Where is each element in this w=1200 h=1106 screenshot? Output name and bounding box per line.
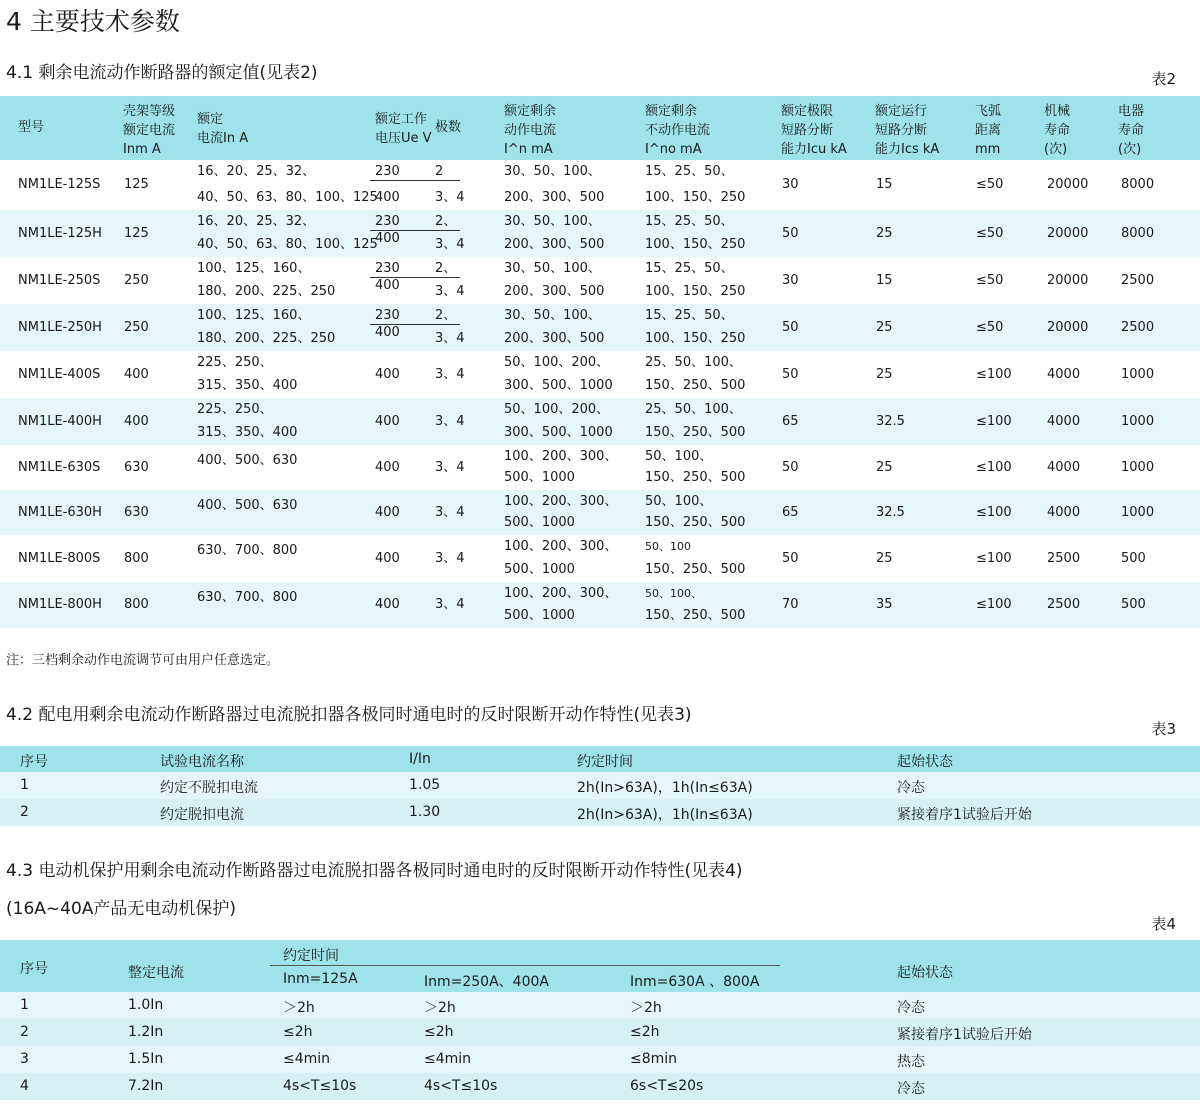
table2-cell: 2500 [1121, 273, 1155, 288]
th-frame: 壳架等级 额定电流 Inm A [123, 104, 176, 157]
table4-cell: ≤4min [283, 1051, 331, 1067]
table2-cell: 1000 [1121, 460, 1155, 475]
table2-cell: 200、300、500 [504, 237, 605, 252]
table2-row [0, 304, 1200, 351]
table4-row [0, 1019, 1200, 1046]
table3-row [0, 799, 1200, 826]
table2-cell: ≤100 [976, 367, 1012, 382]
table2-cell: 150、250、500 [645, 562, 746, 577]
table2-cell: 25 [876, 460, 893, 475]
t3-th-ratio: I/In [409, 751, 431, 767]
table2-cell: 20000 [1047, 273, 1089, 288]
table2-cell: 15、25、50、 [645, 164, 734, 179]
table2-cell: 4000 [1047, 505, 1081, 520]
table2-cell: 250 [124, 320, 149, 335]
table2-cell: ≤100 [976, 597, 1012, 612]
table2-cell: NM1LE-125H [18, 226, 102, 241]
table2-cell: 50、100、200、 [504, 402, 610, 417]
table2-cell: 500、1000 [504, 515, 575, 530]
table2-cell: 32.5 [876, 505, 905, 520]
table3-header [0, 746, 1200, 772]
table2-cell: 230 [375, 308, 400, 323]
t4-th-seq: 序号 [20, 961, 48, 977]
table2-row [0, 398, 1200, 445]
table2-cell: 1000 [1121, 505, 1155, 520]
table2-cell: 630 [124, 460, 149, 475]
table2-cell: 2500 [1047, 551, 1081, 566]
table4-cell: 2 [20, 1024, 29, 1040]
table2-cell: 100、125、160、 [197, 308, 311, 323]
table2-cell: 50、100、200、 [504, 355, 610, 370]
table2-cell: NM1LE-125S [18, 177, 101, 192]
table2-cell: 15 [876, 177, 893, 192]
table4-title: 4.3 电动机保护用剩余电流动作断路器过电流脱扣器各极同时通电时的反时限断开动作特性(见表4) [6, 861, 743, 881]
table2-cell: 400 [375, 460, 400, 475]
table2-cell: 125 [124, 177, 149, 192]
table4-cell: ≤2h [283, 1024, 313, 1040]
table2-cell: 630、700、800 [197, 543, 298, 558]
table2-cell: 2500 [1047, 597, 1081, 612]
table2-cell: 630 [124, 505, 149, 520]
table2-cell: 200、300、500 [504, 331, 605, 346]
table2-cell: 15、25、50、 [645, 308, 734, 323]
table2-cell: NM1LE-250H [18, 320, 102, 335]
table4-subtitle: (16A~40A产品无电动机保护) [6, 899, 237, 919]
table4-cell: 冷态 [897, 1081, 925, 1097]
table2-row [0, 257, 1200, 304]
table2-row [0, 445, 1200, 490]
table2-row [0, 351, 1200, 398]
table2-cell: 150、250、500 [645, 470, 746, 485]
table2-cell: 500 [1121, 597, 1146, 612]
table2-cell: NM1LE-400S [18, 367, 101, 382]
th-poles: 极数 [435, 120, 462, 135]
table2-cell: 16、20、25、32、 [197, 214, 316, 229]
table4-cell: 1 [20, 997, 29, 1013]
table2-cell: ≤100 [976, 460, 1012, 475]
table2-cell: 400 [375, 367, 400, 382]
table2-cell: 125 [124, 226, 149, 241]
table2-cell: 50、100、 [645, 587, 702, 600]
table2-cell: 25 [876, 551, 893, 566]
table2-cell: 40、50、63、80、100、125 [197, 190, 378, 205]
table2-cell: 200、300、500 [504, 284, 605, 299]
table2-cell: 2 [435, 164, 444, 179]
table2-cell: 800 [124, 597, 149, 612]
t3-th-name: 试验电流名称 [160, 754, 244, 770]
th-icu: 额定极限 短路分断 能力Icu kA [781, 104, 847, 157]
table4-cell: ≤2h [630, 1024, 660, 1040]
table2-row [0, 160, 1200, 210]
table2-cell: 100、150、250 [645, 237, 746, 252]
table4-row [0, 1073, 1200, 1100]
table2-cell: 35 [876, 597, 893, 612]
table2-cell: 800 [124, 551, 149, 566]
table2-cell: 500、1000 [504, 608, 575, 623]
table2-cell: 400、500、630 [197, 453, 298, 468]
table2-cell: 400 [124, 367, 149, 382]
table4-cell: 4s<T≤10s [424, 1078, 498, 1094]
table2-cell: 230 [375, 164, 400, 179]
th-elec: 电器 寿命 (次) [1118, 104, 1145, 157]
voltage-divider [370, 277, 460, 278]
t4-th-time: 约定时间 [283, 948, 339, 964]
t3-cell: 2h(In>63A)，1h(In≤63A) [577, 780, 753, 796]
table2-cell: 400 [375, 551, 400, 566]
table2-cell: 230 [375, 214, 400, 229]
table2-cell: 50 [782, 367, 799, 382]
t3-th-time: 约定时间 [577, 754, 633, 770]
table2-cell: 30、50、100、 [504, 308, 601, 323]
t3-cell: 1.05 [409, 777, 441, 793]
table2-cell: 4000 [1047, 414, 1081, 429]
t4-th-c2: Inm=250A、400A [424, 974, 549, 990]
table2-cell: 230 [375, 261, 400, 276]
t3-cell: 约定不脱扣电流 [160, 780, 258, 796]
t3-th-seq: 序号 [20, 754, 48, 770]
table2-cell: NM1LE-250S [18, 273, 101, 288]
table4-cell: ＞2h [283, 1000, 315, 1016]
section-title: 4 主要技术参数 [6, 7, 180, 36]
table2-cell: 3、4 [435, 237, 465, 252]
table2-cell: 400 [375, 505, 400, 520]
table2-cell: 8000 [1121, 177, 1155, 192]
table2-cell: 1000 [1121, 367, 1155, 382]
table2-cell: 32.5 [876, 414, 905, 429]
table2-cell: 3、4 [435, 367, 465, 382]
table2-cell: NM1LE-630H [18, 505, 102, 520]
table2-cell: 180、200、225、250 [197, 284, 336, 299]
table2-cell: 400 [375, 278, 400, 293]
t3-cell: 约定脱扣电流 [160, 807, 244, 823]
table2-cell: 50、100、 [645, 449, 713, 464]
table2-cell: 400 [375, 231, 400, 246]
table2-cell: 200、300、500 [504, 190, 605, 205]
table2-row [0, 582, 1200, 628]
table2-cell: 70 [782, 597, 799, 612]
t4-th-c3: Inm=630A 、800A [630, 974, 760, 990]
table4-cell: ≤4min [424, 1051, 472, 1067]
table2-cell: 500、1000 [504, 470, 575, 485]
t4-th-setting: 整定电流 [128, 965, 184, 981]
table2-cell: 25 [876, 367, 893, 382]
table2-cell: 3、4 [435, 505, 465, 520]
table2-cell: 25、50、100、 [645, 402, 742, 417]
table2-cell: 100、200、300、 [504, 539, 618, 554]
table2-cell: 2、 [435, 261, 457, 276]
th-voltage: 额定工作 电压Ue V [375, 112, 432, 146]
table2-cell: NM1LE-800H [18, 597, 102, 612]
table4-cell: 7.2In [128, 1078, 164, 1094]
table4-cell: 3 [20, 1051, 29, 1067]
table2-cell: 400 [375, 414, 400, 429]
table4-header [0, 940, 1200, 992]
th-model: 型号 [18, 120, 45, 135]
table2-cell: 150、250、500 [645, 378, 746, 393]
table2-cell: 3、4 [435, 597, 465, 612]
table2-cell: ≤100 [976, 505, 1012, 520]
table2-cell: 500、1000 [504, 562, 575, 577]
table2-header [0, 96, 1200, 160]
th-op-current: 额定剩余 动作电流 I^n mA [504, 104, 557, 157]
table4-cell: 4s<T≤10s [283, 1078, 357, 1094]
t3-th-state: 起始状态 [897, 754, 953, 770]
voltage-divider [370, 324, 460, 325]
table2-cell: 400、500、630 [197, 498, 298, 513]
th-ics: 额定运行 短路分断 能力Ics kA [875, 104, 940, 157]
table4-cell: ≤2h [424, 1024, 454, 1040]
t3-cell: 2 [20, 804, 29, 820]
table2-cell: 300、500、1000 [504, 378, 613, 393]
table2-cell: 100、200、300、 [504, 449, 618, 464]
table2-cell: 50 [782, 551, 799, 566]
table4-cell: 1.0In [128, 997, 164, 1013]
table2-cell: 30、50、100、 [504, 164, 601, 179]
table2-cell: 65 [782, 414, 799, 429]
table2-cell: 20000 [1047, 177, 1089, 192]
table2-cell: 20000 [1047, 320, 1089, 335]
table2-cell: 315、350、400 [197, 425, 298, 440]
table2-cell: 500 [1121, 551, 1146, 566]
table2-cell: 40、50、63、80、100、125 [197, 237, 378, 252]
t3-cell: 1 [20, 777, 29, 793]
table3-tag: 表3 [1151, 720, 1176, 738]
table2-cell: 3、4 [435, 284, 465, 299]
table2-cell: 100、200、300、 [504, 494, 618, 509]
table2-cell: 3、4 [435, 331, 465, 346]
table2-note: 注：三档剩余动作电流调节可由用户任意选定。 [6, 653, 280, 668]
table2-cell: 100、200、300、 [504, 586, 618, 601]
table2-cell: 630、700、800 [197, 590, 298, 605]
table4-cell: ≤8min [630, 1051, 678, 1067]
table2-cell: 25 [876, 320, 893, 335]
table2-cell: 150、250、500 [645, 608, 746, 623]
table2-cell: 50 [782, 320, 799, 335]
table2-cell: 400 [124, 414, 149, 429]
table2-cell: 315、350、400 [197, 378, 298, 393]
table2-cell: 4000 [1047, 460, 1081, 475]
table2-cell: 50、100、 [645, 494, 713, 509]
table2-cell: 30 [782, 273, 799, 288]
table2-cell: 150、250、500 [645, 515, 746, 530]
table2-row [0, 535, 1200, 582]
table2-cell: 1000 [1121, 414, 1155, 429]
table2-cell: 25 [876, 226, 893, 241]
table2-cell: 250 [124, 273, 149, 288]
table3-title: 4.2 配电用剩余电流动作断路器过电流脱扣器各极同时通电时的反时限断开动作特性(见表3) [6, 705, 692, 725]
table2-cell: ≤50 [976, 226, 1004, 241]
table2-cell: 180、200、225、250 [197, 331, 336, 346]
table2-cell: 30 [782, 177, 799, 192]
table2-cell: 400 [375, 325, 400, 340]
table2-cell: ≤100 [976, 551, 1012, 566]
table2-cell: 50、100 [645, 540, 691, 553]
t3-cell: 紧接着序1试验后开始 [897, 807, 1032, 823]
table2-cell: 3、4 [435, 414, 465, 429]
table2-cell: 30、50、100、 [504, 214, 601, 229]
table2-cell: 225、250、 [197, 355, 273, 370]
table4-row [0, 1046, 1200, 1073]
table4-cell: ＞2h [424, 1000, 456, 1016]
table2-cell: 100、150、250 [645, 331, 746, 346]
table2-cell: 400 [375, 190, 400, 205]
table2-cell: 16、20、25、32、 [197, 164, 316, 179]
th-nonop-current: 额定剩余 不动作电流 I^no mA [645, 104, 711, 157]
t4-th-c1: Inm=125A [283, 971, 358, 987]
t3-cell: 2h(In>63A)，1h(In≤63A) [577, 807, 753, 823]
table4-cell: 冷态 [897, 1000, 925, 1016]
t3-cell: 1.30 [409, 804, 441, 820]
table2-cell: 2、 [435, 308, 457, 323]
table2-cell: 3、4 [435, 190, 465, 205]
table2-cell: 65 [782, 505, 799, 520]
table2-cell: 25、50、100、 [645, 355, 742, 370]
t4-th-state: 起始状态 [897, 965, 953, 981]
table4-cell: 热态 [897, 1054, 925, 1070]
table2-cell: 100、150、250 [645, 284, 746, 299]
table2-cell: 3、4 [435, 460, 465, 475]
voltage-divider [370, 230, 460, 231]
table2-cell: 50 [782, 460, 799, 475]
table2-cell: 2、 [435, 214, 457, 229]
table2-cell: NM1LE-400H [18, 414, 102, 429]
table2-cell: ≤50 [976, 273, 1004, 288]
table2-cell: ≤100 [976, 414, 1012, 429]
table2-title: 4.1 剩余电流动作断路器的额定值(见表2) [6, 63, 318, 83]
table4-tag: 表4 [1151, 915, 1176, 933]
table4-cell: ＞2h [630, 1000, 662, 1016]
table2-cell: 3、4 [435, 551, 465, 566]
table2-cell: NM1LE-630S [18, 460, 101, 475]
table2-cell: 15、25、50、 [645, 214, 734, 229]
table2-cell: 8000 [1121, 226, 1155, 241]
table2-row [0, 490, 1200, 535]
table2-cell: 225、250、 [197, 402, 273, 417]
table2-cell: 15 [876, 273, 893, 288]
t4-header-divider [270, 965, 780, 966]
voltage-divider [370, 180, 460, 181]
table4-cell: 6s<T≤20s [630, 1078, 704, 1094]
table2-cell: ≤50 [976, 177, 1004, 192]
table2-cell: NM1LE-800S [18, 551, 101, 566]
table2-cell: 50 [782, 226, 799, 241]
table4-row [0, 992, 1200, 1019]
table2-cell: 20000 [1047, 226, 1089, 241]
table2-cell: 100、125、160、 [197, 261, 311, 276]
table4-cell: 紧接着序1试验后开始 [897, 1027, 1032, 1043]
table3-row [0, 772, 1200, 799]
table4-cell: 1.2In [128, 1024, 164, 1040]
th-mech: 机械 寿命 (次) [1044, 104, 1071, 157]
th-rated: 额定 电流In A [197, 112, 249, 146]
table2-tag: 表2 [1151, 70, 1176, 88]
th-arc: 飞弧 距离 mm [975, 104, 1002, 157]
table2-cell: 4000 [1047, 367, 1081, 382]
table2-cell: 15、25、50、 [645, 261, 734, 276]
table2-cell: 400 [375, 597, 400, 612]
table2-cell: ≤50 [976, 320, 1004, 335]
table4-cell: 1.5In [128, 1051, 164, 1067]
table2-cell: 150、250、500 [645, 425, 746, 440]
table2-cell: 30、50、100、 [504, 261, 601, 276]
table4-cell: 4 [20, 1078, 29, 1094]
t3-cell: 冷态 [897, 780, 925, 796]
table2-cell: 100、150、250 [645, 190, 746, 205]
table2-cell: 300、500、1000 [504, 425, 613, 440]
table2-cell: 2500 [1121, 320, 1155, 335]
table2-row [0, 210, 1200, 257]
